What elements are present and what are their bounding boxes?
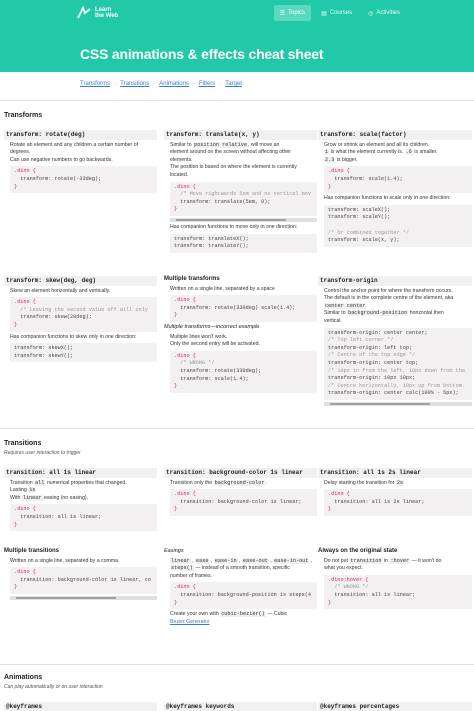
code-block: .dino { /* Move rightwards 5em and no vertical mov transform: translate(5em, 0); } — [170, 182, 317, 216]
card-text: located. — [170, 171, 189, 178]
code-block: .dino { transition: background-color 1s linear; } — [170, 489, 317, 516]
card-text: center center — [325, 302, 366, 309]
code-block: transform: scaleX(); transform: scaleY(); /* Or combined together */ transform: scale(x, y); — [324, 205, 472, 247]
horizontal-scrollbar[interactable] — [10, 596, 157, 600]
section-subtitle-animations: Can play automatically or on user interaction — [4, 684, 103, 690]
card-title: transform: skew(deg, deg) — [4, 276, 157, 286]
card-text: steps() — instead of a smooth transition, specific — [171, 565, 290, 572]
code-block: .dino { transition: all 1s 2s linear; } — [324, 489, 472, 516]
code-block: .dino { transform: rotate(-33deg); } — [10, 166, 157, 193]
subnav-animations[interactable]: Animations — [159, 81, 189, 87]
card-title: transform-origin — [318, 276, 472, 286]
courses-icon: ▤ — [321, 10, 327, 17]
card-translate — [164, 130, 317, 255]
card-scale — [318, 130, 472, 249]
hero-header — [0, 0, 474, 72]
activities-icon: ◎ — [368, 10, 374, 17]
card-text: degrees. — [10, 149, 31, 156]
code-block: .dino { transform: scale(1.4); } — [324, 166, 472, 193]
code-block: .dino { transition: background-color 1s linear, co } — [10, 567, 157, 594]
card-text: Has companion functions to skew only in one direction: — [10, 333, 137, 340]
nav-courses[interactable] — [315, 5, 358, 21]
cubic-bezier-generator-link[interactable]: Bezier Generator — [170, 618, 210, 625]
card-title: Multiple transforms — [164, 276, 220, 282]
card-subtitle: Multiple transforms—incorrect example — [164, 323, 260, 330]
card-text: number of frames. — [170, 572, 213, 579]
logo-line2: the Web — [95, 13, 119, 19]
card-text: Multiple lines won't work. — [170, 333, 228, 340]
nav-topics[interactable] — [274, 5, 311, 21]
card-keyframes-keywords — [164, 702, 317, 711]
card-text: Similar to position relative, will move an — [170, 141, 280, 148]
horizontal-scrollbar[interactable] — [324, 402, 472, 406]
divider — [0, 100, 474, 101]
card-text: elements. — [170, 156, 193, 163]
card-text: Similar to background-position horizontal then — [324, 310, 444, 317]
card-text: Do not put transition in :hover — it won't do — [324, 557, 442, 564]
card-text: 1 is what the element currently is. .6 is smaller. — [325, 149, 438, 156]
code-block: transform-origin: center center; /* Top left corner */ transform-origin: left top; /* Centre of the top edge */ transform-origin: center top; /* 10px in from the left, 10px down from the transform-origin: 10px 10px; /* Centre horizontally, 10px up from bottom transform-origin: center calc(100% - 5px); — [324, 328, 472, 400]
section-nav: Transforms · Transitions · Animations · Filters · Target — [80, 81, 242, 87]
section-title-transitions: Transitions — [4, 440, 42, 447]
code-block: .dino { transition: background-position 1s steps(4 } — [170, 582, 317, 609]
card-text — [164, 619, 317, 627]
code-block: .dino { transition: all 1s linear; } — [10, 504, 157, 531]
code-block: .dino:hover { /* WRONG */ transition: all 1s linear; } — [324, 575, 472, 609]
logo-text — [95, 7, 118, 19]
card-title: Easings — [164, 548, 184, 554]
card-title: transition: background-color 1s linear — [164, 468, 317, 478]
code-block: .dino { /* WRONG */ transform: rotate(330deg); transform: scale(1.4); } — [170, 351, 317, 393]
card-text: 2.3 is bigger. — [325, 156, 358, 163]
card-title: transition: all 1s 2s linear — [318, 468, 472, 478]
site-logo[interactable] — [77, 6, 118, 20]
card-text: Has companion functions to scale only in one direction: — [324, 195, 451, 202]
card-multiple-transitions — [4, 548, 157, 602]
divider — [0, 428, 474, 429]
card-text: The position is based on where the element is currently — [170, 164, 297, 171]
card-keyframes — [4, 702, 157, 711]
card-original-state — [318, 548, 472, 611]
card-text: what you expect. — [324, 565, 363, 572]
code-block: transform: skewX(); transform: skewY(); — [10, 343, 157, 362]
divider — [0, 664, 474, 665]
nav-courses-label: Courses — [329, 10, 353, 16]
card-title: transform: translate(x, y) — [164, 130, 317, 140]
card-text: Lasting 1s — [10, 487, 36, 494]
nav-topics-label: Topics — [288, 10, 306, 16]
card-multiple-transforms — [164, 276, 317, 395]
card-transition-delay — [318, 468, 472, 518]
card-text: Can use negative numbers to go backwards. — [10, 156, 113, 163]
card-title: transform: rotate(deg) — [4, 130, 157, 140]
card-text: Create your own with cubic-bezier() — Cubic — [170, 611, 288, 618]
card-text: Grow or shrink an element and all its children. — [324, 141, 430, 148]
card-transition-all — [4, 468, 157, 533]
page-title: CSS animations & effects cheat sheet — [80, 46, 324, 62]
section-title-transforms: Transforms — [4, 112, 43, 119]
code-block: .dino { transform: rotate(330deg) scale(1.4); } — [170, 295, 317, 322]
card-text: Delay starting the transition for 2s — [324, 479, 404, 486]
learn-the-web-logo-icon — [77, 6, 91, 20]
section-title-animations: Animations — [4, 674, 43, 681]
subnav-transforms[interactable]: Transforms — [80, 81, 111, 87]
card-text: The default is in the complete centre of the element, aka — [324, 295, 454, 302]
section-subtitle-transitions: Requires user interaction to trigger — [4, 450, 81, 456]
card-keyframes-percentages — [318, 702, 472, 711]
subnav-target[interactable]: Target — [225, 81, 242, 87]
card-title: @keyframes keywords — [164, 702, 317, 711]
card-text: Skew an element horizontally and vertically. — [10, 287, 111, 294]
card-title: @keyframes — [4, 702, 157, 711]
card-text: Has companion functions to move only in one direction: — [170, 223, 298, 230]
code-block: transform: translateX(); transform: translateY(); — [170, 234, 317, 253]
card-transition-bg — [164, 468, 317, 518]
code-block: .dino { /* Leaving the second value off will only transform: skew(20deg); } — [10, 297, 157, 331]
card-text: Transition only the background-color. — [170, 479, 267, 486]
horizontal-scrollbar[interactable] — [170, 218, 317, 222]
card-text: Control the anchor point for where the transform occurs. — [324, 287, 453, 294]
card-text: Only the second entry will be activated. — [170, 341, 260, 348]
top-nav — [274, 5, 406, 21]
card-skew — [4, 276, 157, 364]
subnav-transitions[interactable]: Transitions — [120, 81, 150, 87]
card-text: Written on a single line, separated by a space — [170, 285, 275, 292]
card-title: Multiple transitions — [4, 548, 60, 554]
card-text: Written on a single line, separated by a comma. — [10, 557, 120, 564]
logo-line1: Learn — [95, 7, 112, 13]
card-text: linear , ease , ease-in , ease-out , ease-in-out , — [171, 557, 313, 564]
card-title: transition: all 1s linear — [4, 468, 157, 478]
card-rotate — [4, 130, 157, 195]
card-title: @keyframes percentages — [318, 702, 472, 711]
nav-activities-label: Activities — [376, 10, 400, 16]
subnav-filters[interactable]: Filters — [198, 81, 216, 87]
card-text: vertical. — [324, 317, 342, 324]
nav-activities[interactable] — [362, 5, 406, 21]
card-text: Rotate an element and any children a certain number of — [10, 141, 139, 148]
card-title: Always on the original state — [318, 548, 398, 554]
card-easings — [164, 548, 317, 626]
card-text: Transition all numerical properties that changed. — [10, 479, 127, 486]
card-text: element around on the screen without affecting other — [170, 149, 292, 156]
card-text: With linear easing (no easing). — [10, 494, 89, 501]
card-transform-origin — [318, 276, 472, 408]
card-title: transform: scale(factor) — [318, 130, 472, 140]
topics-icon: ☰ — [279, 10, 286, 17]
